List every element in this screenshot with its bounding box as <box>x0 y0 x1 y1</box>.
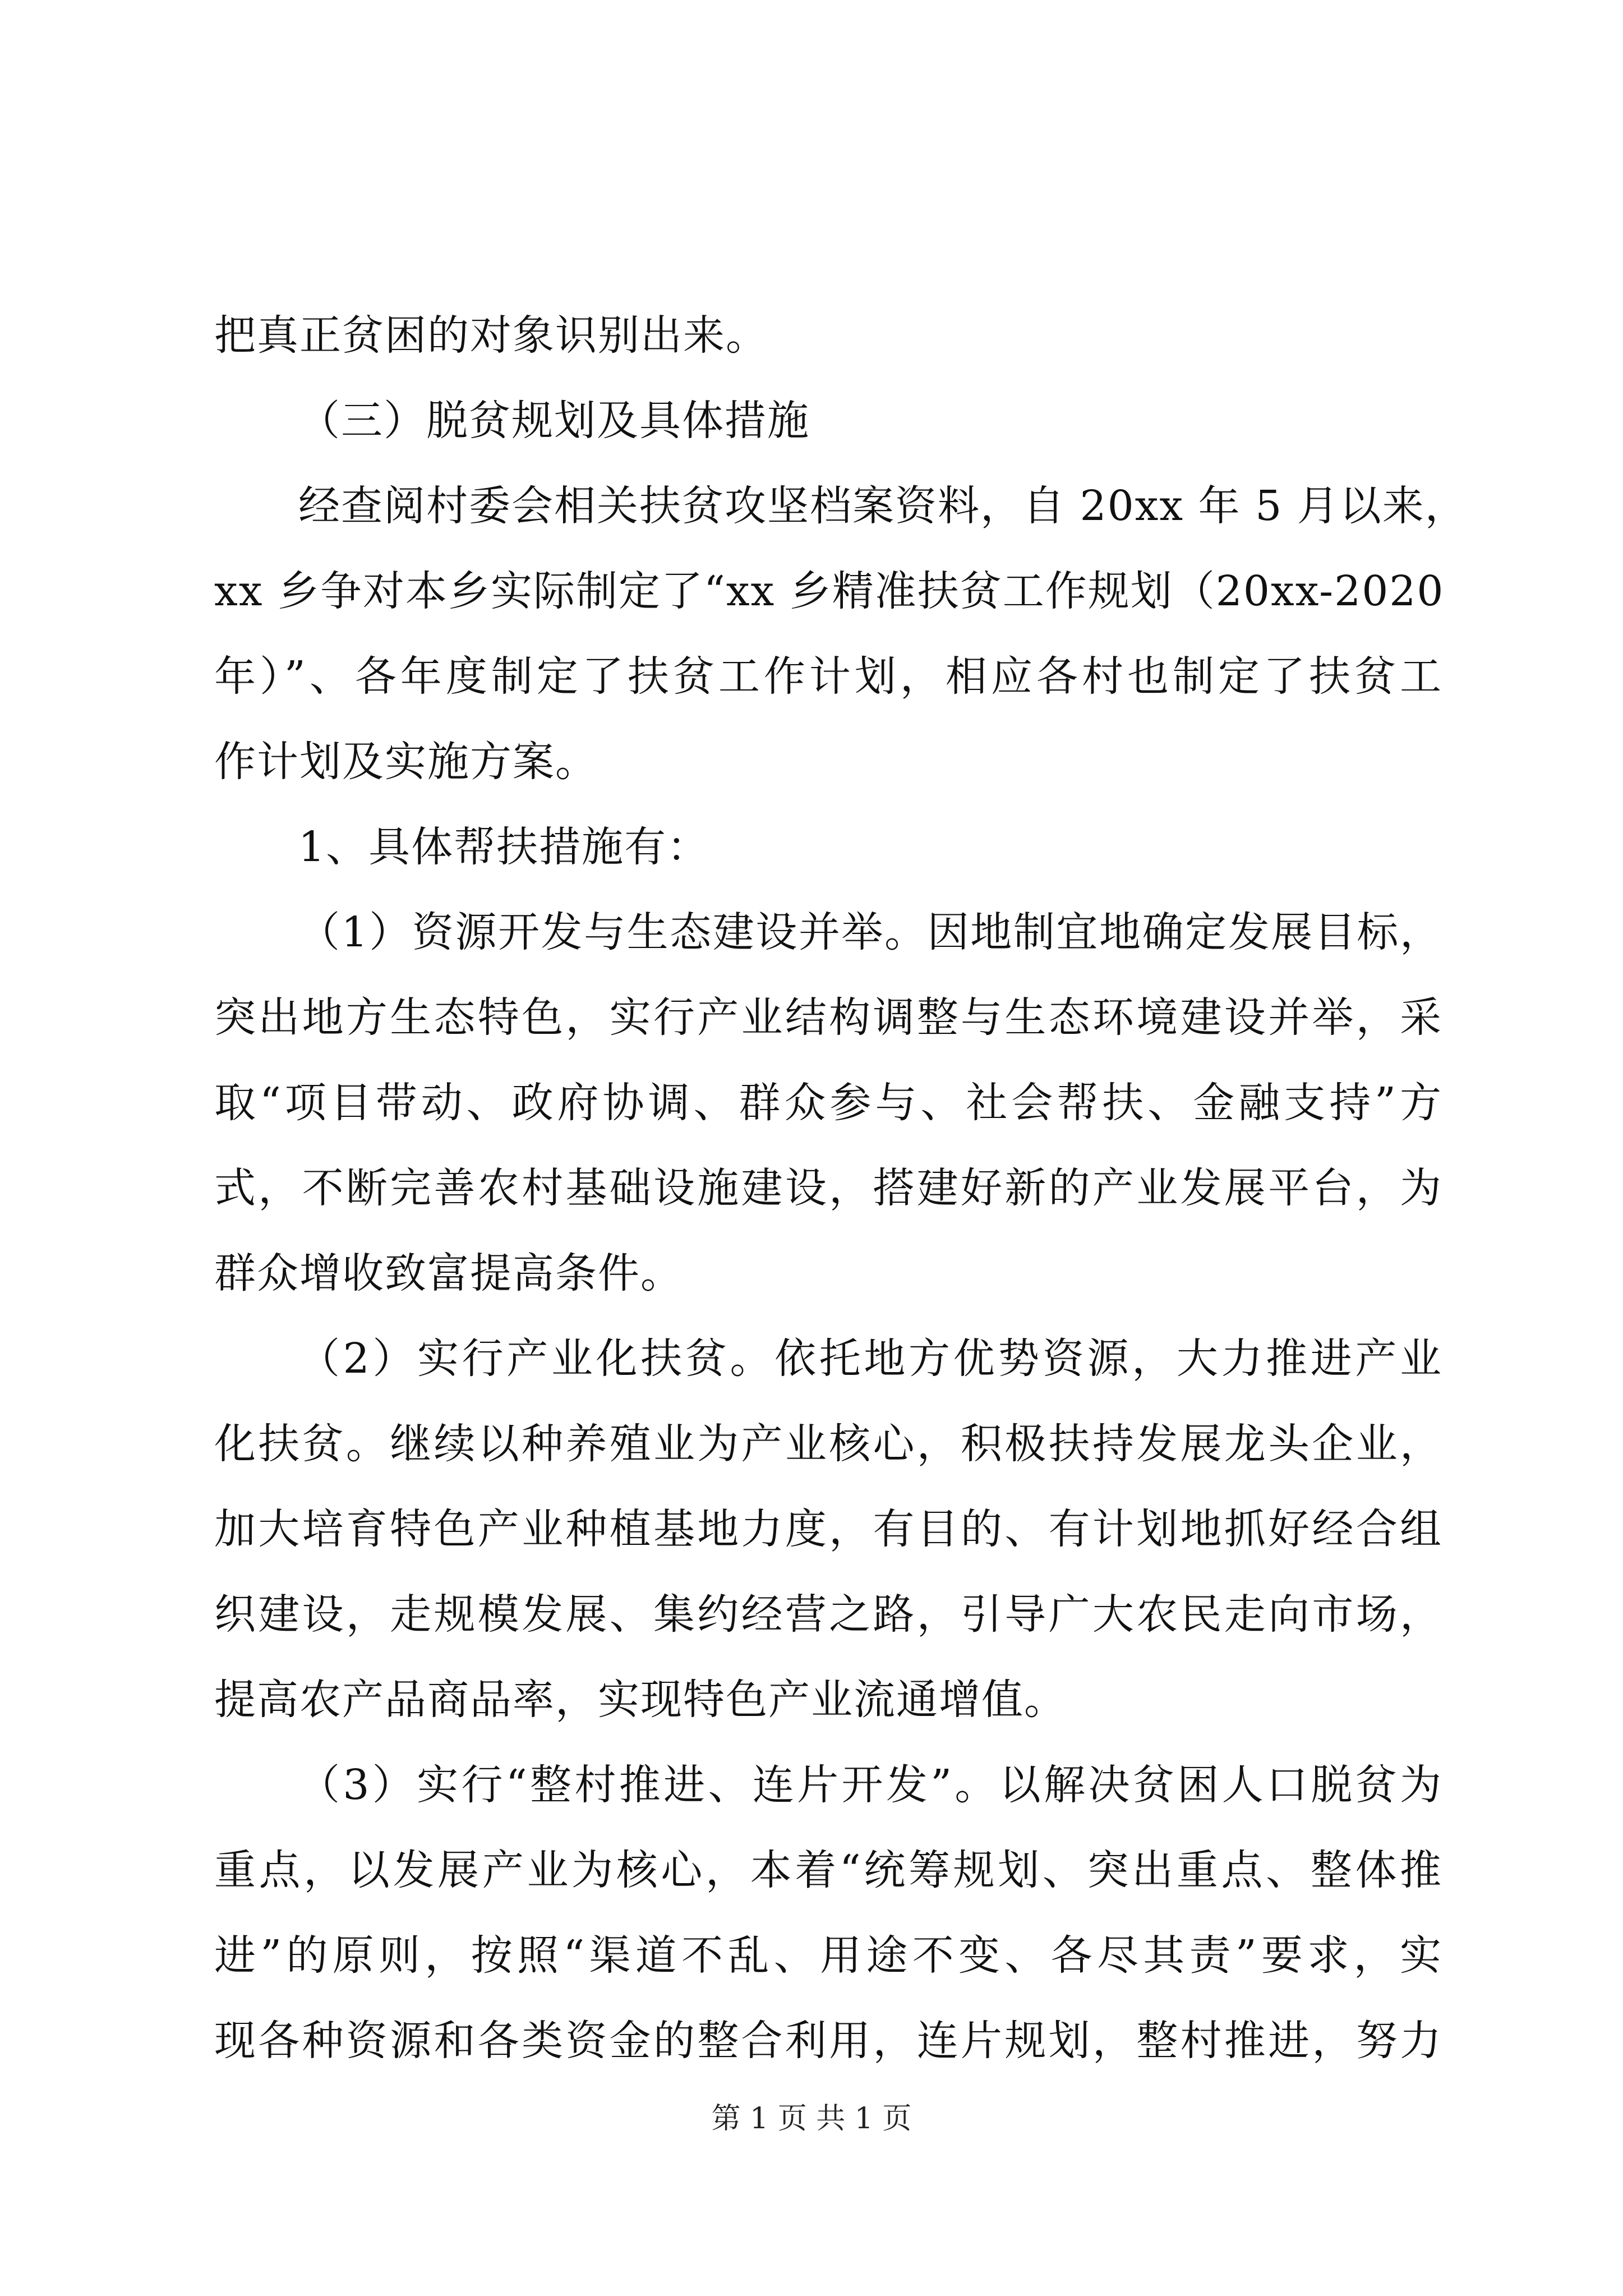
text-line: 加大培育特色产业种植基地力度，有目的、有计划地抓好经合组 <box>214 1505 1442 1553</box>
text-line: 突出地方生态特色，实行产业结构调整与生态环境建设并举，采 <box>214 993 1442 1042</box>
text-line: （3）实行“整村推进、连片开发”。以解决贫困人口脱贫为 <box>298 1761 1442 1809</box>
list-heading: 1、具体帮扶措施有： <box>298 823 710 871</box>
text-line: 化扶贫。继续以种养殖业为产业核心，积极扶持发展龙头企业， <box>214 1420 1442 1468</box>
text-line: xx 乡争对本乡实际制定了“xx 乡精准扶贫工作规划（20xx-2020 <box>214 567 1445 615</box>
text-line: 提高农产品商品率，实现特色产业流通增值。 <box>214 1676 1067 1724</box>
text-line: 式，不断完善农村基础设施建设，搭建好新的产业发展平台，为 <box>214 1164 1442 1212</box>
text-line: 群众增收致富提高条件。 <box>214 1249 683 1297</box>
page-footer: 第 1 页 共 1 页 <box>711 2102 912 2136</box>
text-line: （2）实行产业化扶贫。依托地方优势资源，大力推进产业 <box>298 1335 1442 1383</box>
text-line: 现各种资源和各类资金的整合利用，连片规划，整村推进，努力 <box>214 2017 1442 2065</box>
text-line: 经查阅村委会相关扶贫攻坚档案资料，自 20xx 年 5 月以来， <box>298 482 1468 530</box>
text-line: （1）资源开发与生态建设并举。因地制宜地确定发展目标， <box>298 908 1442 956</box>
text-line: 年）”、各年度制定了扶贫工作计划，相应各村也制定了扶贫工 <box>214 652 1442 701</box>
text-line: 把真正贫困的对象识别出来。 <box>214 311 768 360</box>
text-line: 取“项目带动、政府协调、群众参与、社会帮扶、金融支持”方 <box>214 1079 1442 1127</box>
text-line: 重点，以发展产业为核心，本着“统筹规划、突出重点、整体推 <box>214 1846 1442 1894</box>
text-line: 织建设，走规模发展、集约经营之路，引导广大农民走向市场， <box>214 1590 1442 1639</box>
text-line: 进”的原则，按照“渠道不乱、用途不变、各尽其责”要求，实 <box>214 1931 1442 1980</box>
text-line: 作计划及实施方案。 <box>214 738 598 786</box>
section-heading: （三）脱贫规划及具体措施 <box>298 397 810 445</box>
